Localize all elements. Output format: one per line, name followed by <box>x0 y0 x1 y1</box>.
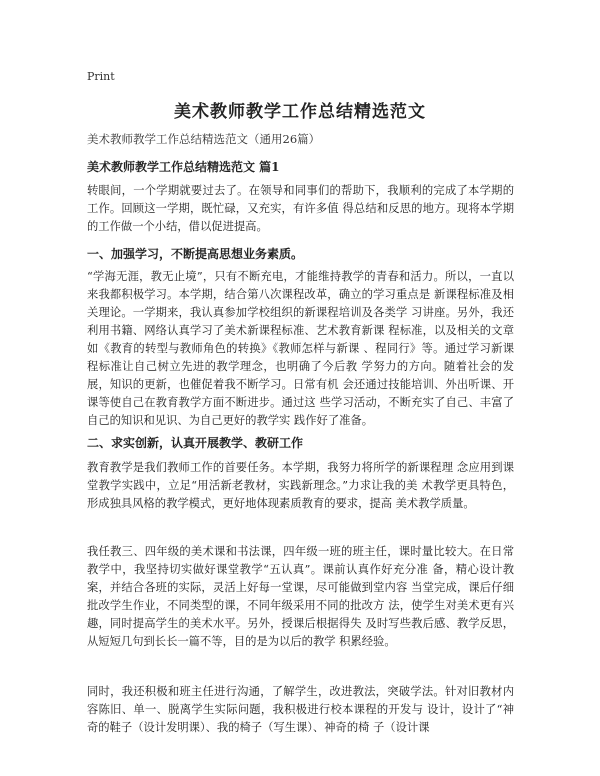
paragraph-intro: 转眼间，一个学期就要过去了。在领导和同事们的帮助下，我顺利的完成了本学期的工作。回顾这一学期，既忙碌，又充实，有许多值 得总结和反思的地方。现将本学期的工作做一个小结，借以促进提高。 <box>87 184 514 233</box>
paragraph-study: “学海无涯，教无止境”，只有不断充电，才能维持教学的青春和活力。所以，一直以来我都积极学习。本学期，结合第八次课程改革，确立的学习重点是 新课程标准及相关理论。一学期来，我认真参加学校组织的新课程培训及各类学 习讲座。另外，我还利用书籍、网络认真学习了美术新课程标准、艺术教育新课 程标准，以及相关的文章如《教育的转型与教师角色的转换》《教师怎样与新课 、程同行》等。通过学习新课程标准让自己树立先进的教学理念，也明确了今后教 学努力的方向。随着社会的发展，知识的更新，也催促着我不断学习。日常有机 会还通过技能培训、外出听课、开课等使自己在教育教学方面不断进步。通过这 些学习活动，不断充实了自己、丰富了自己的知识和见识、为自己更好的教学实 践作好了准备。 <box>87 270 514 427</box>
paragraph-teaching: 教育教学是我们教师工作的首要任务。本学期，我努力将所学的新课程理 念应用到课堂教学实践中，立足“用活新老教材，实践新理念。”力求让我的美 术教学更具特色，形成独具风格的教学模式，更好地体现素质教育的要求，提高 美术教学质量。 <box>87 461 514 510</box>
paragraph-classes: 我任教三、四年级的美术课和书法课，四年级一班的班主任，课时量比较大。在日常教学中，我坚持切实做好课堂教学“五认真”。课前认真作好充分准 备，精心设计教案，并结合各班的实际，灵活上好每一堂课，尽可能做到堂内容 当堂完成，课后仔细批改学生作业，不同类型的课，不同年级采用不同的批改方 法，使学生对美术更有兴趣，同时提高学生的美术水平。另外，授课后根据得失 及时写些教后感、教学反思，从短短几句到长长一篇不等，目的是为以后的教学 积累经验。 <box>87 545 514 648</box>
print-label[interactable]: Print <box>87 70 115 83</box>
article-heading: 美术教师教学工作总结精选范文 篇1 <box>87 160 280 174</box>
page-title: 美术教师教学工作总结精选范文 <box>174 102 426 122</box>
paragraph-communication: 同时，我还积极和班主任进行沟通，了解学生，改进教法，突破学法。针对旧教材内容陈旧、单一、脱离学生实际问题，我积极进行校本课程的开发与 设计，设计了“神奇的鞋子（设计发明课）、我的椅子（写生课）、神奇的椅 子（设计课 <box>87 685 514 734</box>
page-subtitle: 美术教师教学工作总结精选范文（通用26篇） <box>87 132 321 146</box>
section-heading-1: 一、加强学习，不断提高思想业务素质。 <box>87 247 304 261</box>
section-heading-2: 二、求实创新，认真开展教学、教研工作 <box>87 436 304 450</box>
